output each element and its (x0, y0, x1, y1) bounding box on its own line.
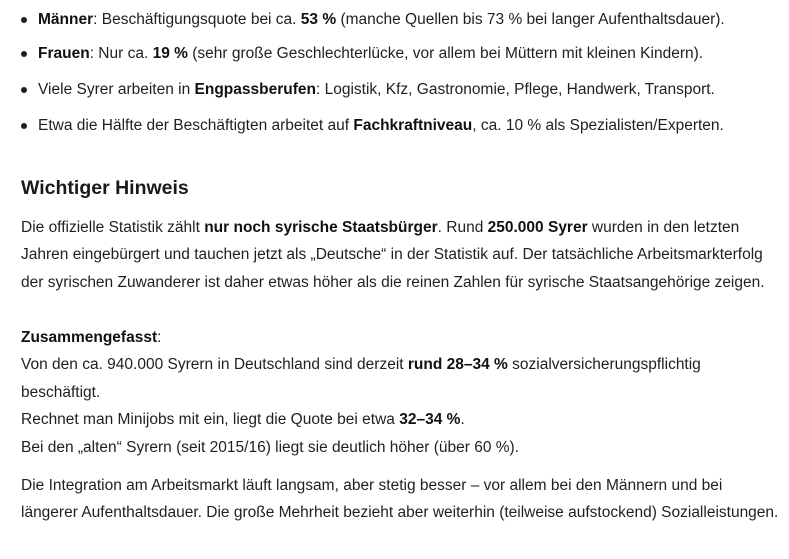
bullet-text: Etwa die Hälfte der Beschäftigten arbeitet auf (38, 117, 354, 134)
summary-paragraph (21, 324, 781, 461)
note-text: Die offizielle Statistik zählt (21, 219, 205, 236)
summary-text: Von den ca. 940.000 Syrern in Deutschland sind derzeit (21, 356, 408, 374)
list-item (38, 116, 724, 136)
closing-paragraph: Die Integration am Arbeitsmarkt läuft langsam, aber stetig besser – vor allem bei den Männern und bei längerer Aufenthaltsdauer. Die große Mehrheit bezieht aber weiterhin (teilweise aufstockend) Sozialleistungen. (21, 477, 779, 522)
bullet-highlight: 53 % (300, 11, 337, 28)
bullet-text: Viele Syrer arbeiten in (38, 81, 195, 98)
summary-colon: : (157, 329, 162, 346)
summary-text: Rechnet man Minijobs mit ein, liegt die Quote bei etwa (21, 411, 400, 429)
summary-label: Zusammengefasst (21, 329, 158, 346)
bullet-label: Männer (38, 11, 94, 28)
list-item (38, 44, 703, 64)
note-highlight: 250.000 Syrer (487, 219, 588, 236)
summary-text: sozialversicherungspflichtig beschäftigt. (21, 356, 701, 401)
note-text: wurden in den letzten Jahren eingebürgert und tauchen jetzt als „Deutsche“ in der Statistik auf. Der tatsächliche Arbeitsmarkterfolg der syrischen Zuwanderer ist daher etwas höher als die reinen Zahlen für syrische Staatsangehörige zeigen. (21, 219, 765, 291)
bullet-text: (sehr große Geschlechterlücke, vor allem bei Müttern mit kleinen Kindern). (187, 45, 704, 62)
summary-text: Bei den „alten“ Syrern (seit 2015/16) liegt sie deutlich höher (über 60 %). (21, 438, 519, 456)
bullet-text: : Logistik, Kfz, Gastronomie, Pflege, Handwerk, Transport. (315, 81, 715, 98)
bullet-icon (21, 87, 27, 93)
section-heading: Wichtiger Hinweis (21, 177, 189, 199)
bullet-text: : Beschäftigungsquote bei ca. (93, 11, 301, 28)
summary-highlight: rund 28–34 % (407, 356, 508, 374)
summary-highlight: 32–34 % (399, 411, 461, 429)
note-text: . Rund (437, 219, 488, 236)
bullet-highlight: Fachkraftniveau (353, 117, 473, 134)
bullet-highlight: Engpassberufen (194, 81, 316, 98)
summary-text: . (460, 411, 465, 429)
bullet-text: , ca. 10 % als Spezialisten/Experten. (472, 117, 724, 134)
bullet-icon (21, 51, 27, 57)
bullet-highlight: 19 % (152, 45, 188, 62)
list-item (38, 80, 715, 100)
bullet-text: : Nur ca. (89, 45, 153, 62)
bullet-text: (manche Quellen bis 73 % bei langer Aufenthaltsdauer). (336, 11, 725, 28)
list-item (38, 10, 725, 30)
bullet-icon (21, 17, 27, 23)
note-paragraph (21, 214, 781, 296)
bullet-icon (21, 123, 27, 129)
bullet-label: Frauen (38, 45, 90, 62)
note-highlight: nur noch syrische Staatsbürger (204, 219, 438, 236)
